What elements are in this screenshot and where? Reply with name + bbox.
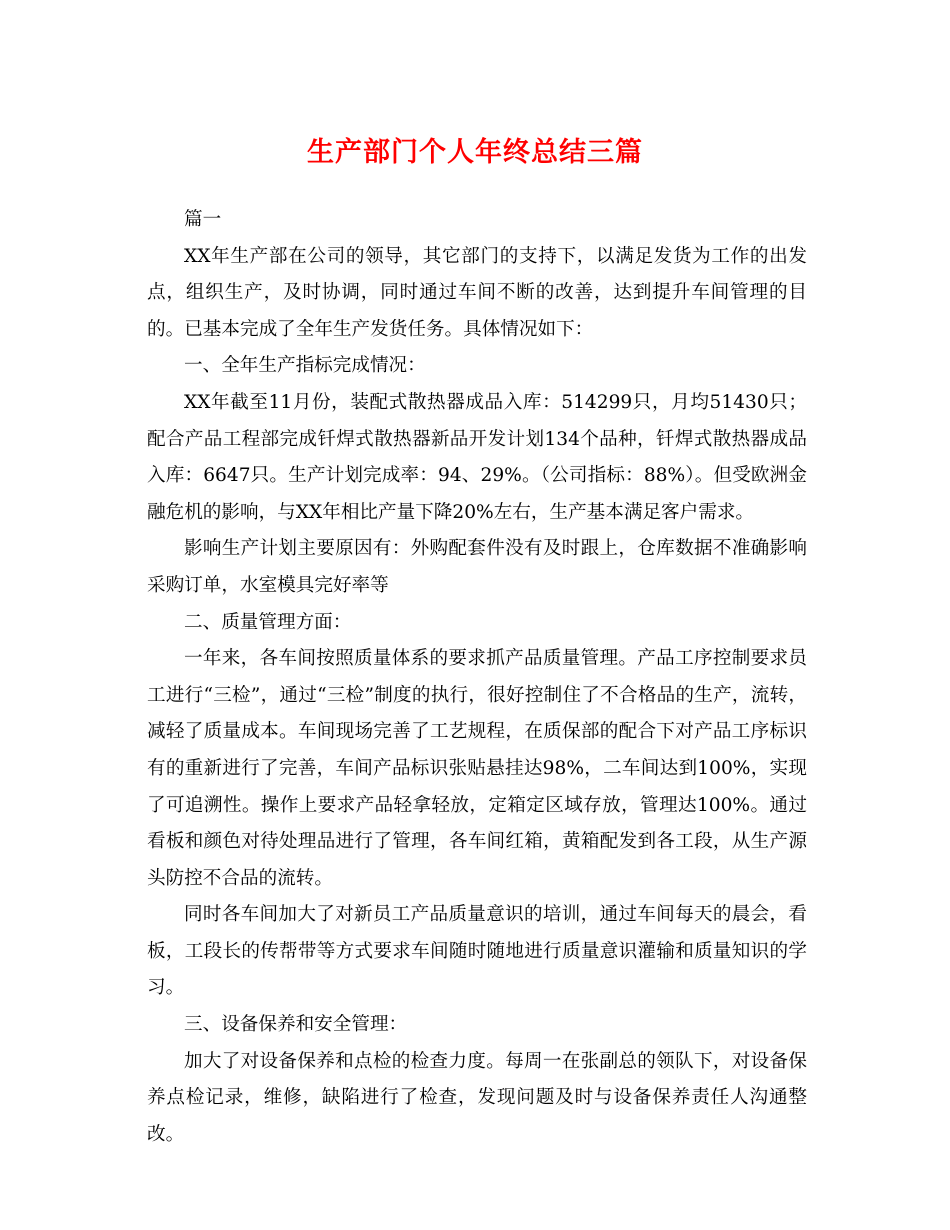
paragraph: 加大了对设备保养和点检的检查力度。每周一在张副总的领队下，对设备保养点检记录，维修，缺陷进行了检查，发现问题及时与设备保养责任人沟通整改。: [147, 1050, 807, 1145]
section-heading: 一、全年生产指标完成情况：: [184, 355, 426, 377]
paragraph: XX年生产部在公司的领导，其它部门的支持下，以满足发货为工作的出发点，组织生产，及时协调，同时通过车间不断的改善，达到提升车间管理的目的。已基本完成了全年生产发货任务。具体情况如下：: [147, 245, 807, 340]
paragraph: 同时各车间加大了对新员工产品质量意识的培训，通过车间每天的晨会，看板，工段长的传帮带等方式要求车间随时随地进行质量意识灌输和质量知识的学习。: [147, 904, 807, 999]
paragraph: 一年来，各车间按照质量体系的要求抓产品质量管理。产品工序控制要求员工进行“三检”，通过“三检”制度的执行，很好控制住了不合格品的生产，流转，减轻了质量成本。车间现场完善了工艺规程，在质保部的配合下对产品工序标识有的重新进行了完善，车间产品标识张贴悬挂达98%，二车间达到100%，实现了可追溯性。操作上要求产品轻拿轻放，定箱定区域存放，管理达100%。通过看板和颜色对待处理品进行了管理，各车间红箱，黄箱配发到各工段，从生产源头防控不合品的流转。: [147, 648, 807, 889]
section-heading: 篇一: [184, 209, 222, 230]
document-body: [147, 202, 807, 1153]
paragraph: XX年截至11月份，装配式散热器成品入库：514299只，月均51430只；配合产品工程部完成钎焊式散热器新品开发计划134个品种，钎焊式散热器成品入库：6647只。生产计划完成率：94、29%。（公司指标：88%）。但受欧洲金融危机的影响，与XX年相比产量下降20%左右，生产基本满足客户需求。: [147, 391, 807, 523]
paragraph: 影响生产计划主要原因有：外购配套件没有及时跟上，仓库数据不准确影响采购订单，水室模具完好率等: [147, 538, 807, 596]
section-heading: 二、质量管理方面：: [184, 611, 352, 633]
section-heading: 三、设备保养和安全管理：: [184, 1014, 408, 1036]
document-title: 生产部门个人年终总结三篇: [307, 137, 643, 168]
